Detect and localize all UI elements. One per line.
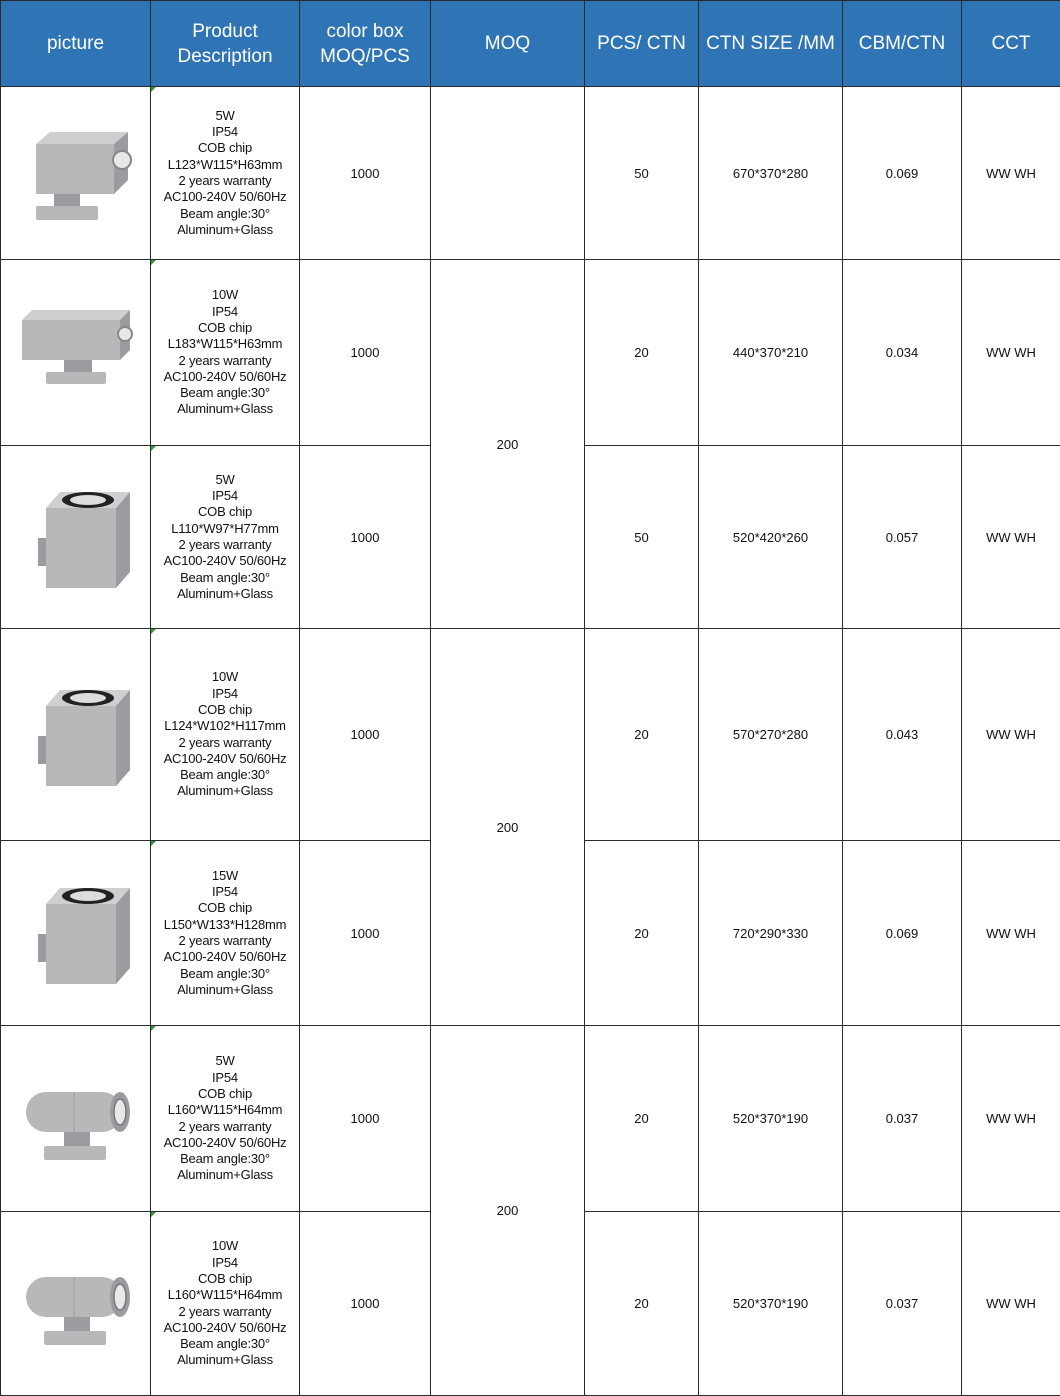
product-description-cell bbox=[151, 260, 300, 446]
description-line: COB chip bbox=[197, 1085, 253, 1101]
description-line: Beam angle:30° bbox=[180, 965, 270, 981]
cell-comment-marker bbox=[151, 1212, 156, 1217]
header-cct: CCT bbox=[962, 1, 1060, 87]
moq-cell: 200 bbox=[431, 260, 585, 629]
header-cbm-ctn: CBM/CTN bbox=[843, 1, 962, 87]
header-ctn-size: CTN SIZE /MM bbox=[699, 1, 843, 87]
description-line: Beam angle:30° bbox=[180, 767, 270, 783]
moq-cell bbox=[431, 87, 585, 260]
color-box-moq-cell: 1000 bbox=[300, 1026, 431, 1212]
cube-wall-light-icon bbox=[16, 482, 136, 592]
description-line: Beam angle:30° bbox=[180, 569, 270, 585]
cell-comment-marker bbox=[151, 446, 156, 451]
description-line: AC100-240V 50/60Hz bbox=[163, 1134, 287, 1150]
moq-cell: 200 bbox=[431, 629, 585, 1026]
description-line: 2 years warranty bbox=[178, 352, 272, 368]
ctn-size-cell: 520*370*190 bbox=[699, 1212, 843, 1396]
description-line: AC100-240V 50/60Hz bbox=[163, 1319, 287, 1335]
description-line: 10W bbox=[211, 1238, 239, 1254]
description-line: 5W bbox=[215, 1053, 235, 1069]
product-description-cell bbox=[151, 629, 300, 841]
ctn-size-cell: 670*370*280 bbox=[699, 87, 843, 260]
product-picture-cell bbox=[1, 1212, 151, 1396]
description-line: AC100-240V 50/60Hz bbox=[163, 750, 287, 766]
pcs-ctn-cell: 50 bbox=[585, 446, 699, 629]
description-line: L160*W115*H64mm bbox=[167, 1102, 283, 1118]
description-line: IP54 bbox=[212, 1069, 238, 1085]
ctn-size-cell: 520*370*190 bbox=[699, 1026, 843, 1212]
description-line: Aluminum+Glass bbox=[177, 221, 273, 237]
header-picture: picture bbox=[1, 1, 151, 87]
cct-cell: WW WH bbox=[962, 87, 1060, 260]
description-line: IP54 bbox=[212, 488, 238, 504]
description-line: 10W bbox=[211, 287, 239, 303]
description-line: COB chip bbox=[197, 1270, 253, 1286]
description-line: L150*W133*H128mm bbox=[163, 916, 287, 932]
description-line: Aluminum+Glass bbox=[177, 783, 273, 799]
cube-wall-light-icon bbox=[16, 680, 136, 790]
cbm-ctn-cell: 0.069 bbox=[843, 841, 962, 1026]
product-picture-cell bbox=[1, 446, 151, 629]
description-line: AC100-240V 50/60Hz bbox=[163, 368, 287, 384]
header-row bbox=[1, 1, 1060, 87]
description-line: IP54 bbox=[212, 884, 238, 900]
cbm-ctn-cell: 0.034 bbox=[843, 260, 962, 446]
cct-cell: WW WH bbox=[962, 260, 1060, 446]
ctn-size-cell: 520*420*260 bbox=[699, 446, 843, 629]
cct-cell: WW WH bbox=[962, 841, 1060, 1026]
description-line: 2 years warranty bbox=[178, 173, 272, 188]
moq-cell: 200 bbox=[431, 1026, 585, 1396]
cell-comment-marker bbox=[151, 1026, 156, 1031]
description-line: 2 years warranty bbox=[178, 537, 272, 552]
cbm-ctn-cell: 0.069 bbox=[843, 87, 962, 260]
description-line: 5W bbox=[215, 107, 235, 123]
cbm-ctn-cell: 0.043 bbox=[843, 629, 962, 841]
cct-cell: WW WH bbox=[962, 446, 1060, 629]
description-line: COB chip bbox=[197, 319, 253, 335]
description-line: Aluminum+Glass bbox=[177, 585, 273, 601]
description-line: 15W bbox=[211, 867, 239, 883]
color-box-moq-cell: 1000 bbox=[300, 1212, 431, 1396]
table-body bbox=[1, 87, 1060, 1396]
description-line: 10W bbox=[211, 669, 239, 685]
product-description-cell bbox=[151, 446, 300, 629]
product-description-cell bbox=[151, 87, 300, 260]
pcs-ctn-cell: 20 bbox=[585, 1212, 699, 1396]
long-square-wall-light-icon bbox=[16, 298, 136, 408]
description-line: Beam angle:30° bbox=[180, 1336, 270, 1352]
description-line: IP54 bbox=[212, 303, 238, 319]
ctn-size-cell: 440*370*210 bbox=[699, 260, 843, 446]
ctn-size-cell: 720*290*330 bbox=[699, 841, 843, 1026]
description-line: AC100-240V 50/60Hz bbox=[163, 949, 287, 965]
product-picture-cell bbox=[1, 260, 151, 446]
description-line: AC100-240V 50/60Hz bbox=[163, 553, 287, 569]
product-picture-cell bbox=[1, 841, 151, 1026]
table-row bbox=[1, 87, 1060, 260]
description-line: 2 years warranty bbox=[178, 933, 272, 948]
description-line: IP54 bbox=[212, 1254, 238, 1270]
cct-cell: WW WH bbox=[962, 629, 1060, 841]
table-row bbox=[1, 260, 1060, 446]
product-picture-cell bbox=[1, 629, 151, 841]
pcs-ctn-cell: 20 bbox=[585, 1026, 699, 1212]
product-picture-cell bbox=[1, 87, 151, 260]
description-line: AC100-240V 50/60Hz bbox=[163, 189, 287, 205]
cell-comment-marker bbox=[151, 841, 156, 846]
description-line: L183*W115*H63mm bbox=[167, 336, 283, 352]
description-line: 5W bbox=[215, 471, 235, 487]
color-box-moq-cell: 1000 bbox=[300, 446, 431, 629]
description-line: IP54 bbox=[212, 685, 238, 701]
cct-cell: WW WH bbox=[962, 1212, 1060, 1396]
description-line: Beam angle:30° bbox=[180, 385, 270, 401]
cell-comment-marker bbox=[151, 629, 156, 634]
description-line: Beam angle:30° bbox=[180, 205, 270, 221]
header-product-description: Product Description bbox=[151, 1, 300, 87]
cell-comment-marker bbox=[151, 87, 156, 92]
description-line: L110*W97*H77mm bbox=[171, 520, 279, 536]
table-row bbox=[1, 1026, 1060, 1212]
square-up-down-wall-light-icon bbox=[16, 118, 136, 228]
description-line: 2 years warranty bbox=[178, 734, 272, 750]
header-pcs-ctn: PCS/ CTN bbox=[585, 1, 699, 87]
cell-comment-marker bbox=[151, 260, 156, 265]
description-line: COB chip bbox=[197, 900, 253, 916]
header-moq: MOQ bbox=[431, 1, 585, 87]
color-box-moq-cell: 1000 bbox=[300, 260, 431, 446]
description-line: Aluminum+Glass bbox=[177, 401, 273, 417]
ctn-size-cell: 570*270*280 bbox=[699, 629, 843, 841]
color-box-moq-cell: 1000 bbox=[300, 841, 431, 1026]
description-line: Aluminum+Glass bbox=[177, 1167, 273, 1183]
pcs-ctn-cell: 20 bbox=[585, 841, 699, 1026]
cbm-ctn-cell: 0.057 bbox=[843, 446, 962, 629]
description-line: L123*W115*H63mm bbox=[167, 156, 283, 172]
product-description-cell bbox=[151, 1026, 300, 1212]
pcs-ctn-cell: 50 bbox=[585, 87, 699, 260]
cbm-ctn-cell: 0.037 bbox=[843, 1026, 962, 1212]
cct-cell: WW WH bbox=[962, 1026, 1060, 1212]
description-line: COB chip bbox=[197, 504, 253, 520]
product-picture-cell bbox=[1, 1026, 151, 1212]
description-line: 2 years warranty bbox=[178, 1303, 272, 1319]
table-row bbox=[1, 629, 1060, 841]
description-line: Beam angle:30° bbox=[180, 1151, 270, 1167]
pcs-ctn-cell: 20 bbox=[585, 260, 699, 446]
header-color-box-moq: color box MOQ/PCS bbox=[300, 1, 431, 87]
color-box-moq-cell: 1000 bbox=[300, 629, 431, 841]
description-line: COB chip bbox=[197, 140, 253, 156]
description-line: IP54 bbox=[212, 124, 238, 140]
cylinder-wall-light-icon bbox=[16, 1249, 136, 1359]
description-line: L160*W115*H64mm bbox=[167, 1287, 283, 1303]
cube-wall-light-icon bbox=[16, 878, 136, 988]
description-line: 2 years warranty bbox=[178, 1118, 272, 1134]
description-line: COB chip bbox=[197, 701, 253, 717]
product-description-cell bbox=[151, 1212, 300, 1396]
color-box-moq-cell: 1000 bbox=[300, 87, 431, 260]
product-description-cell bbox=[151, 841, 300, 1026]
cylinder-wall-light-icon bbox=[16, 1064, 136, 1174]
pcs-ctn-cell: 20 bbox=[585, 629, 699, 841]
description-line: Aluminum+Glass bbox=[177, 981, 273, 997]
description-line: Aluminum+Glass bbox=[177, 1352, 273, 1368]
description-line: L124*W102*H117mm bbox=[164, 718, 286, 734]
cbm-ctn-cell: 0.037 bbox=[843, 1212, 962, 1396]
